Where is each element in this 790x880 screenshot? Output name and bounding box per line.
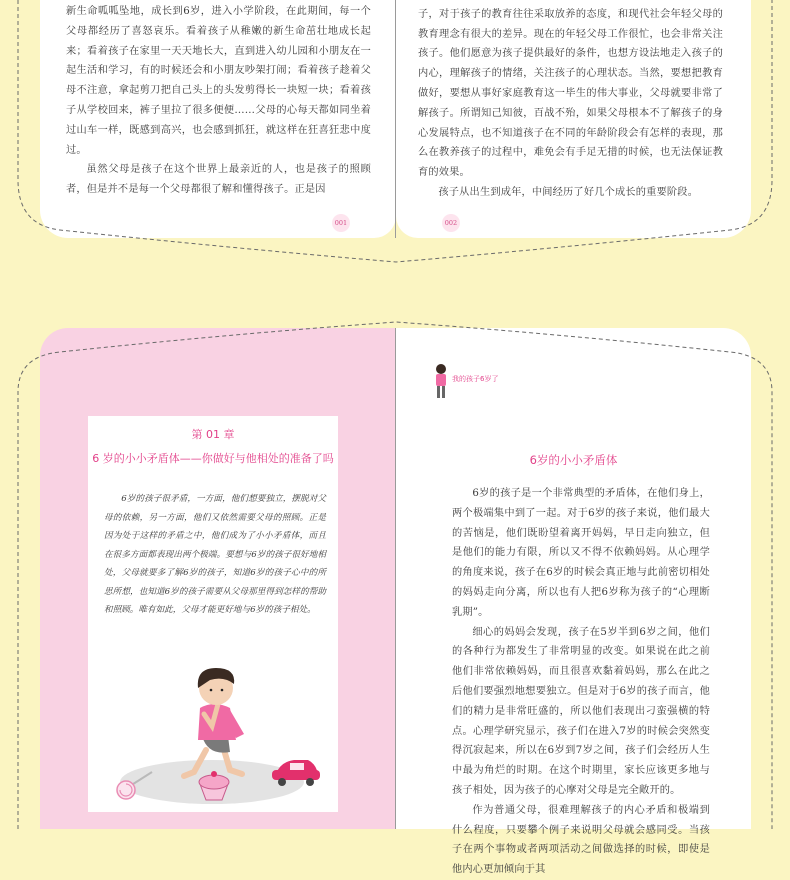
p4-paragraph: 6岁的孩子是一个非常典型的矛盾体，在他们身上，两个极端集中到了一起。对于6岁的孩子来说，他们最大的苦恼是，他们既盼望着离开妈妈，早日走向独立，但是他们的能力有限，所以又不得不依赖妈妈。从心理学的角度来说，孩子在6岁的时候会真正地与此前密切相处的妈妈走向分离，所以也有人把6岁称为孩子的“心理断乳期”。 (452, 488, 710, 618)
bottom-gutter (395, 328, 396, 829)
p4-paragraph: 细心的妈妈会发现，孩子在5岁半到6岁之间，他们的各种行为都发生了非常明显的改变。如果说在此之前他们非常依赖妈妈，而且很喜欢黏着妈妈，那么在此之后他们要强烈地想要独立。但是对于6岁的孩子而言，他们的精力是非常旺盛的，所以他们表现出刁蛮强横的特点。心理学研究显示，孩子们在进入7岁的时候会突然变得沉寂起来，所以在6岁到7岁之间，孩子们会经历人生中最为角烂的时期。在这个时期里，家长应该更多地与孩子相处，因为孩子的心摩对父母是完全敞开的。 (452, 626, 710, 796)
page-002 (396, 0, 751, 238)
chapter-opening-page (40, 328, 396, 829)
header-kid-icon (433, 362, 449, 402)
p1-paragraph: 新生命呱呱坠地，成长到6岁，进入小学阶段，在此期间，每一个父母都经历了喜怒哀乐。看着孩子从稚嫩的新生命茁壮地成长起来；看着孩子在家里一天天地长大，直到进入幼儿园和小朋友在一起生活和学习，有的时候还会和小朋友吵架打闹；看着孩子趁着父母不注意，拿起剪刀把自己头上的头发剪得长一块短一块；看着孩子从学校回来，裤子里拉了很多便便……父母的心每天都如同坐着过山车一样，既感到高兴，也会感到抓狂，就这样在狂喜狂悲中度过。 (66, 6, 371, 156)
page-number-002-label: 002 (444, 219, 458, 227)
section-body (452, 484, 710, 880)
chapter-number: 第 01 章 (191, 428, 235, 441)
top-gutter (395, 0, 396, 238)
p2-paragraph: 孩子从出生到成年，中间经历了好几个成长的重要阶段。 (438, 186, 699, 198)
chapter-title: 6 岁的小小矛盾体——你做好与他相处的准备了吗 (92, 452, 334, 465)
page-001-body (66, 2, 371, 200)
p1-paragraph: 虽然父母是孩子在这个世界上最亲近的人，也是孩子的照顾者，但是并不是每一个父母都很了解和懂得孩子。正是因 (66, 164, 371, 196)
page-001 (40, 0, 396, 238)
page-number-001-label: 001 (334, 219, 348, 227)
top-book-spread (0, 0, 790, 245)
chapter-card (88, 416, 338, 812)
boy-with-toys-illustration (112, 664, 322, 809)
p2-paragraph: 子，对于孩子的教育往往采取放养的态度，和现代社会年轻父母的教育理念有很大的差异。现在的年轻父母工作很忙，也会非常关注孩子。他们愿意为孩子提供最好的条件，也想方设法地走入孩子的内心，理解孩子的情绪，关注孩子的心理状态。当然，要想把教育做好，要想从事好家庭教育这一毕生的伟大事业，父母就要非常了解孩子。所谓知己知彼，百战不殆，如果父母根本不了解孩子的身心发展特点，也不知道孩子在不同的年龄阶段会有怎样的表现，那么在教养孩子的过程中，难免会有手足无措的时候，也无法保证教育的效果。 (418, 8, 723, 179)
chapter-intro-text: 6岁的孩子很矛盾，一方面，他们想要独立，摆脱对父母的依赖，另一方面，他们又依然需要父母的照顾。正是因为处于这样的矛盾之中，他们成为了小小矛盾体，而且在很多方面都表现出两个极端。要想与6岁的孩子很好地相处，父母就要多了解6岁的孩子，知道6岁的孩子心中的所思所想，也知道6岁的孩子需要从父母那里得到怎样的帮助和照顾。唯有如此，父母才能更好地与6岁的孩子相处。 (104, 494, 326, 615)
bottom-book-spread (0, 328, 790, 876)
p4-paragraph: 作为普通父母，很难理解孩子的内心矛盾和极端到什么程度，只要攀个例子来说明父母就会感同受。当孩子在两个事物或者两项活动之间做选择的时候，即使是他内心更加倾向于其 (452, 804, 710, 876)
page-number-002 (442, 214, 460, 232)
section-page (396, 328, 751, 876)
page-002-body (418, 0, 723, 203)
chapter-intro (104, 490, 326, 620)
section-title: 6岁的小小矛盾体 (529, 453, 618, 467)
page-number-001 (332, 214, 350, 232)
running-header: 我的孩子6岁了 (452, 375, 499, 383)
